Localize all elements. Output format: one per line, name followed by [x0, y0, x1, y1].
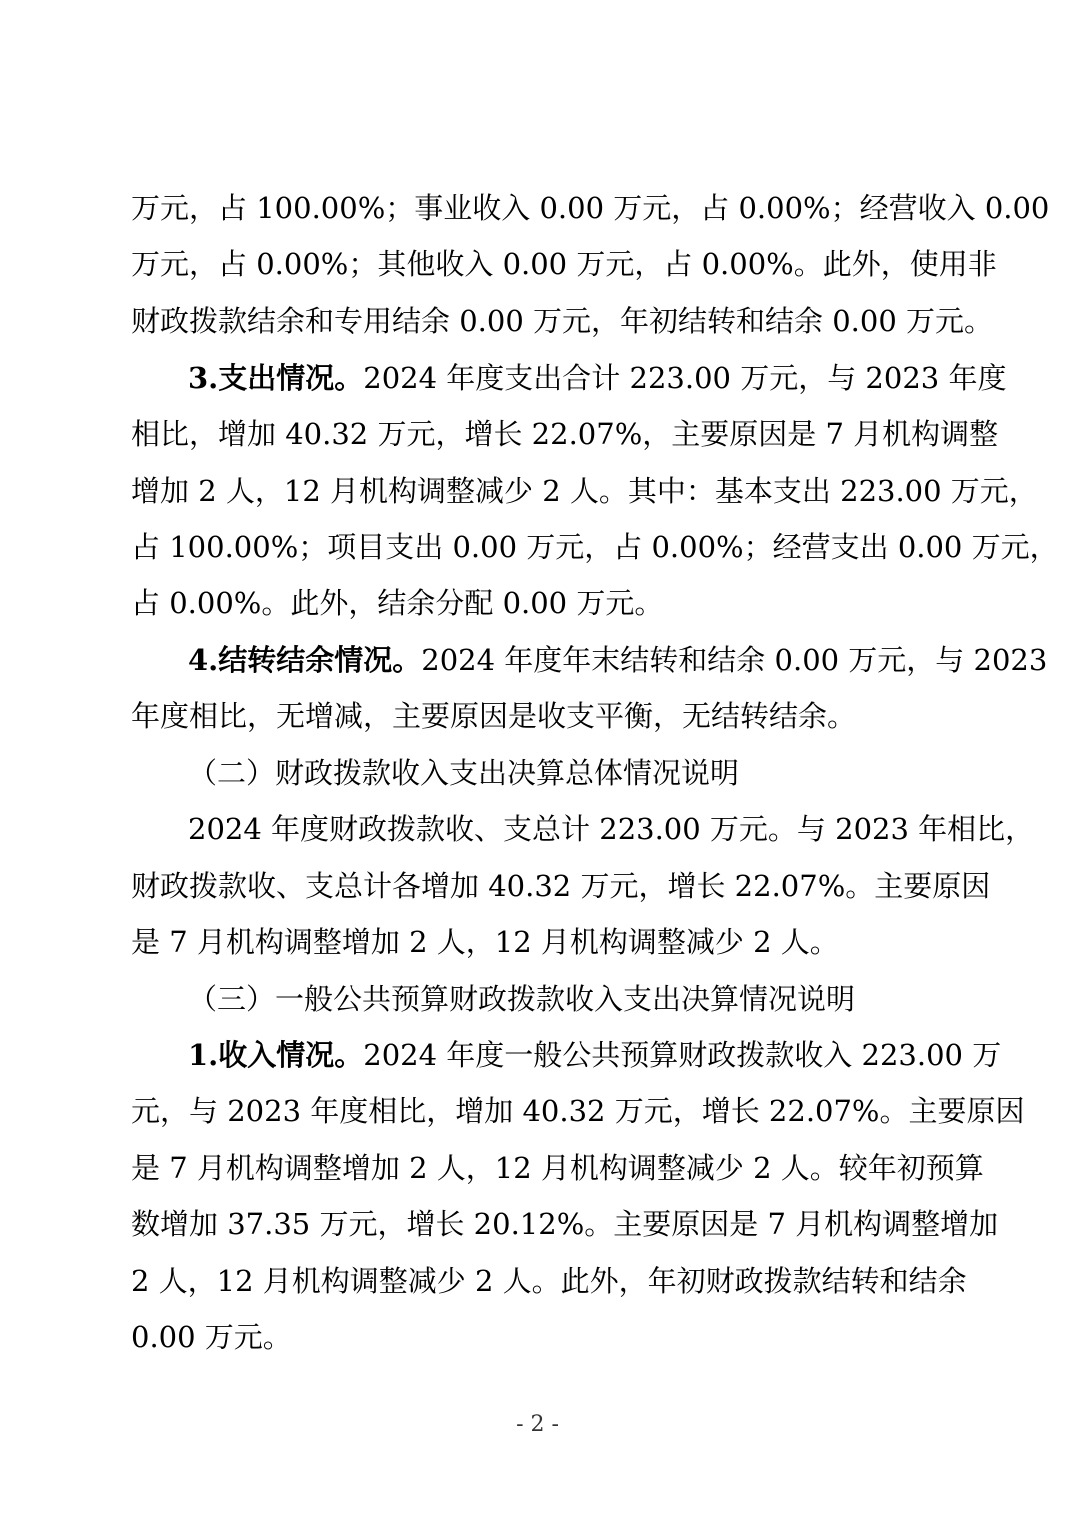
section-heading-2: （二）财政拨款收入支出决算总体情况说明	[188, 756, 740, 790]
section-heading-3: （三）一般公共预算财政拨款收入支出决算情况说明	[188, 982, 856, 1016]
gpb-income-line-5: 2 人，12 月机构调整减少 2 人。此外，年初财政拨款结转和结余	[131, 1264, 967, 1298]
gpb-income-line-4: 数增加 37.35 万元，增长 20.12%。主要原因是 7 月机构调整增加	[131, 1207, 999, 1241]
page-number: - 2 -	[516, 1412, 559, 1437]
expenditure-text: 2024 年度支出合计 223.00 万元，与 2023 年度	[363, 361, 1007, 395]
expenditure-line-5: 占 0.00%。此外，结余分配 0.00 万元。	[131, 586, 664, 620]
fiscal-total-line-1: 2024 年度财政拨款收、支总计 223.00 万元。与 2023 年相比，	[188, 812, 1035, 846]
carryover-label: 4.结转结余情况。	[188, 643, 422, 677]
income-line-3: 财政拨款结余和专用结余 0.00 万元，年初结转和结余 0.00 万元。	[131, 304, 994, 338]
gpb-income-line-3: 是 7 月机构调整增加 2 人，12 月机构调整减少 2 人。较年初预算	[131, 1151, 984, 1185]
expenditure-line-1	[188, 359, 1007, 397]
gpb-income-label: 1.收入情况。	[188, 1038, 364, 1072]
carryover-line-1	[188, 641, 1048, 679]
fiscal-total-line-3: 是 7 月机构调整增加 2 人，12 月机构调整减少 2 人。	[131, 925, 839, 959]
gpb-income-text: 2024 年度一般公共预算财政拨款收入 223.00 万	[363, 1038, 1002, 1072]
gpb-income-line-2: 元，与 2023 年度相比，增加 40.32 万元，增长 22.07%。主要原因	[131, 1094, 1025, 1128]
expenditure-line-2: 相比，增加 40.32 万元，增长 22.07%，主要原因是 7 月机构调整	[131, 417, 999, 451]
carryover-line-2: 年度相比，无增减，主要原因是收支平衡，无结转结余。	[131, 699, 857, 733]
carryover-text: 2024 年度年末结转和结余 0.00 万元，与 2023	[421, 643, 1048, 677]
income-line-2: 万元，占 0.00%；其他收入 0.00 万元，占 0.00%。此外，使用非	[131, 247, 997, 281]
expenditure-line-4: 占 100.00%；项目支出 0.00 万元，占 0.00%；经营支出 0.00 万元，	[131, 530, 1059, 564]
gpb-income-line-1	[188, 1036, 1002, 1074]
expenditure-line-3: 增加 2 人，12 月机构调整减少 2 人。其中：基本支出 223.00 万元，	[131, 474, 1038, 508]
income-line-1: 万元，占 100.00%；事业收入 0.00 万元，占 0.00%；经营收入 0.00	[131, 191, 1050, 225]
expenditure-label: 3.支出情况。	[188, 361, 364, 395]
fiscal-total-line-2: 财政拨款收、支总计各增加 40.32 万元，增长 22.07%。主要原因	[131, 869, 991, 903]
gpb-income-line-6: 0.00 万元。	[131, 1320, 292, 1354]
